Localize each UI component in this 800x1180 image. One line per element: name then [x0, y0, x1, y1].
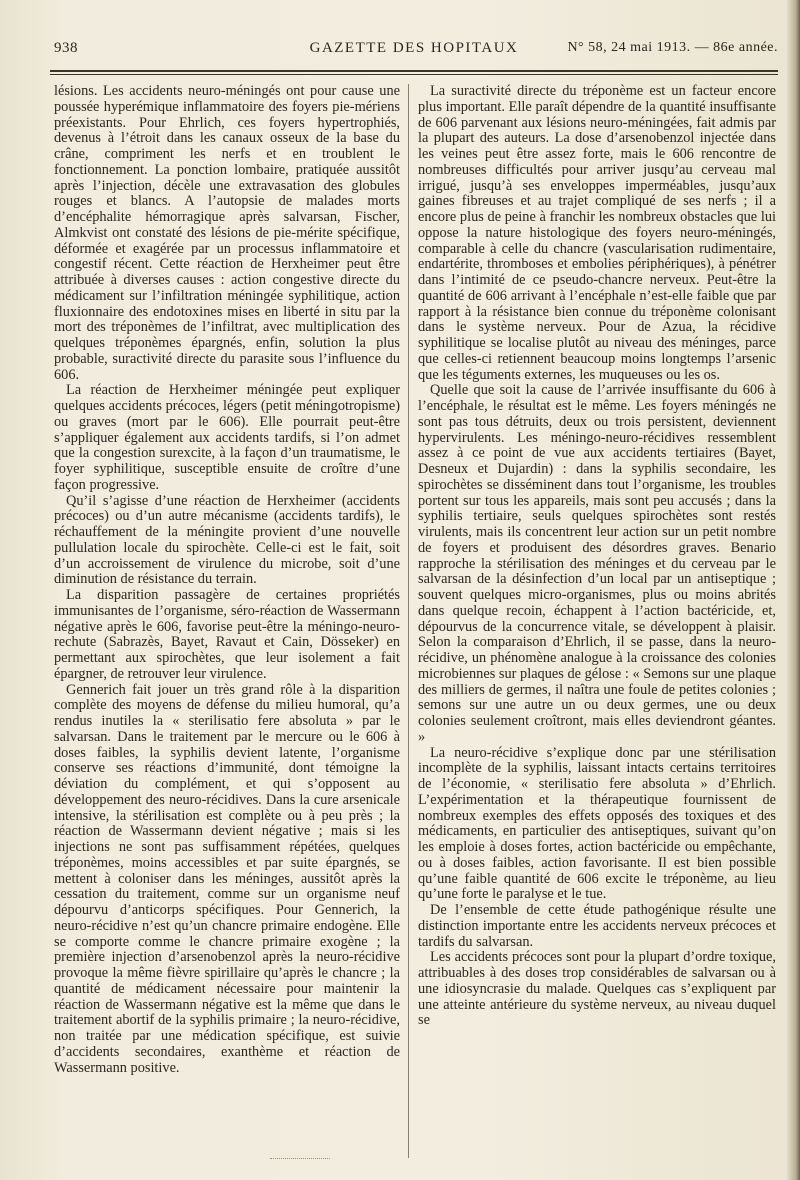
left-column: [54, 84, 400, 1164]
page-header: [50, 40, 778, 64]
paragraph: Gennerich fait jouer un très grand rôle à la disparition complète des moyens de défense du milieu humoral, qu’a rendus inutiles la « sterilisatio fere absoluta » par le salvarsan. Dans le traitement par le mercure ou le 606 à doses faibles, la syphilis devient latente, l’organisme conserve ses réactions d’immunité, dont témoigne la déviation du complément, et qui s’opposent au développement des neuro-récidives. Dans la cure arsenicale intensive, la stérilisation est complète ou à peu près ; la réaction de Wassermann devient négative ; mais si les injections ne sont pas suffisamment répétées, quelques tréponèmes, moins accessibles et par suite épargnés, se mettent à coloniser dans les méninges, aussitôt après la cessation du traitement, comme sur un organisme neuf dépourvu d’anticorps spécifiques. Pour Gennerich, la neuro-récidive n’est qu’un chancre primaire endogène. Elle se comporte comme le chancre primaire exogène ; la première injection d’arsenobenzol après la neuro-récidive provoque la même fièvre spirillaire qu’après le chancre ; la quantité de médicament nécessaire pour maintenir la réaction de Wassermann négative est la même que dans le traitement abortif de la syphilis primaire ; la neuro-récidive, non traitée par une médication spécifique, est suivie d’accidents secondaires, exanthème et réaction de Wassermann positive.: [54, 681, 400, 1076]
right-column: [418, 84, 776, 1164]
paragraph: De l’ensemble de cette étude pathogénique résulte une distinction importante entre les accidents nerveux précoces et tardifs du salvarsan.: [418, 902, 776, 950]
page-number: 938: [54, 40, 78, 56]
header-rule-thin: [50, 74, 778, 75]
paragraph: La neuro-récidive s’explique donc par une stérilisation incomplète de la syphilis, laissant intacts certains territoires de l’économie, « sterilisatio fere absoluta » d’Ehrlich. L’expérimentation et la thérapeutique fournissent de nombreux exemples des effets opposés des toxiques et des médicaments, en particulier des antiseptiques, suivant qu’on les emploie à doses fortes, action bactéricide ou empêchante, ou à doses faibles, action favorisante. Il est bien possible qu’une faible quantité de 606 excite le tréponème, au lieu qu’une forte le paralyse et le tue.: [418, 744, 776, 903]
journal-title: GAZETTE DES HOPITAUX: [309, 40, 519, 56]
paragraph: Les accidents précoces sont pour la plupart d’ordre toxique, attribuables à des doses trop considérables de salvarsan ou à une idiosyncrasie du malade. Quelques cas s’expliquent par une atteinte antérieure du système nerveux, au niveau duquel se: [418, 949, 776, 1029]
paragraph: La disparition passagère de certaines propriétés immunisantes de l’organisme, séro-réaction de Wassermann négative après le 606, favorise peut-être la méningo-neuro-rechute (Sabrazès, Bayet, Ravaut et Cain, Dösseker) en permettant aux spirochètes, que leur isolement a fait épargner, de retrouver leur virulence.: [54, 587, 400, 682]
header-rule: [50, 70, 778, 72]
paragraph: La réaction de Herxheimer méningée peut expliquer quelques accidents précoces, légers (petit méningotropisme) ou graves (mort par le 606). Elle pourrait peut-être s’appliquer également aux accidents tardifs, si l’on admet que la congestion surexcite, à la façon d’un traumatisme, le foyer syphilitique, susceptible ensuite de croître d’une façon progressive.: [54, 382, 400, 493]
paragraph: La suractivité directe du tréponème est un facteur encore plus important. Elle paraît dépendre de la quantité insuffisante de 606 parvenant aux lésions neuro-méningées, fait admis par la plupart des auteurs. La dose d’arsenobenzol injectée dans les veines peut être assez forte, mais le 606 rencontre de nombreuses difficultés pour arriver jusqu’au cerveau mal irrigué, jusqu’à ses enveloppes imperméables, jusqu’aux gaines fibreuses et au trajet compliqué de ses nerfs ; il a encore plus de peine à franchir les nombreux obstacles que lui oppose la nature histologique des foyers neuro-méningés, comparable à celle du chancre (vascularisation rudimentaire, endartérite, thromboses et embolies périphériques), à pénétrer dans l’intimité de ce pseudo-chancre nerveux. Peut-être la quantité de 606 arrivant à l’encéphale n’est-elle faible que par rapport à la résistance bien connue du tréponème colonisant dans le système nerveux. Pour de Azua, la récidive syphilitique se localise plutôt au niveau des méninges, parce que celles-ci retiennent beaucoup moins longtemps l’arsenic que les téguments externes, les muqueuses ou les os.: [418, 83, 776, 383]
column-divider: [408, 84, 409, 1158]
paragraph: Quelle que soit la cause de l’arrivée insuffisante du 606 à l’encéphale, le résultat est le même. Les foyers méningés ne sont pas tous détruits, deux ou trois persistent, deviennent hypervirulents. Les méningo-neuro-récidives ressemblent assez à ce point de vue aux accidents tertiaires (Bayet, Desneux et Dujardin) : dans la syphilis secondaire, les spirochètes se disséminent dans tout l’organisme, les troubles portent sur tous les appareils, mais sont peu accusés ; dans la syphilis tertiaire, seuls quelques spirochètes sont restés virulents, mais ils concentrent leur action sur un petit nombre de foyers et produisent des désordres graves. Benario rapproche la stérilisation des méninges et du cerveau par le salvarsan de la désinfection d’un local par un antiseptique ; souvent quelques micro-organismes, plus ou moins abrités dans quelque recoin, échappent à l’action bactéricide, et, dépourvus de la concurrence vitale, se développent à plaisir. Selon la comparaison d’Ehrlich, il se passe, dans la neuro-récidive, un phénomène analogue à la croissance des colonies microbiennes sur plaques de gélose : « Semons sur une plaque des milliers de germes, il naîtra une foule de petites colonies ; semons sur une autre un ou deux germes, une ou deux colonies seulement croîtront, mais elles deviendront géantes. »: [418, 382, 776, 745]
footer-dots: [270, 1158, 330, 1160]
paragraph: lésions. Les accidents neuro-méningés ont pour cause une poussée hyperémique inflammatoire des foyers pie-mériens préexistants. Pour Ehrlich, ces foyers hypertrophiés, devenus à l’étroit dans les canaux osseux de la base du crâne, compriment les nerfs et en troublent le fonctionnement. La ponction lombaire, pratiquée aussitôt après l’injection, décèle une extravasation des globules rouges et blancs. A l’autopsie de malades morts d’encéphalite hémorragique après salvarsan, Fischer, Almkvist ont constaté des lésions de pie-mérite spécifique, déformée et exagérée par un processus inflammatoire et congestif récent. Cette réaction de Herxheimer peut être attribuée à diverses causes : action congestive directe du médicament sur l’infiltration méningée syphilitique, action fluxionnaire des endotoxines mises en liberté in situ par la mort des tréponèmes de l’infiltrat, avec multiplication des quelques tréponèmes épargnés, enfin, solution la plus probable, suractivité directe du parasite sous l’influence du 606.: [54, 83, 400, 383]
issue-info: N° 58, 24 mai 1913. — 86e année.: [567, 40, 778, 55]
page-edge-shadow: [786, 0, 800, 1180]
paragraph: Qu’il s’agisse d’une réaction de Herxheimer (accidents précoces) ou d’un autre mécanisme (accidents tardifs), le réchauffement de la méningite provient d’une nouvelle pullulation locale du spirochète. Celle-ci est le fait, soit d’un accroissement de virulence du microbe, soit d’une diminution de résistance du terrain.: [54, 492, 400, 588]
